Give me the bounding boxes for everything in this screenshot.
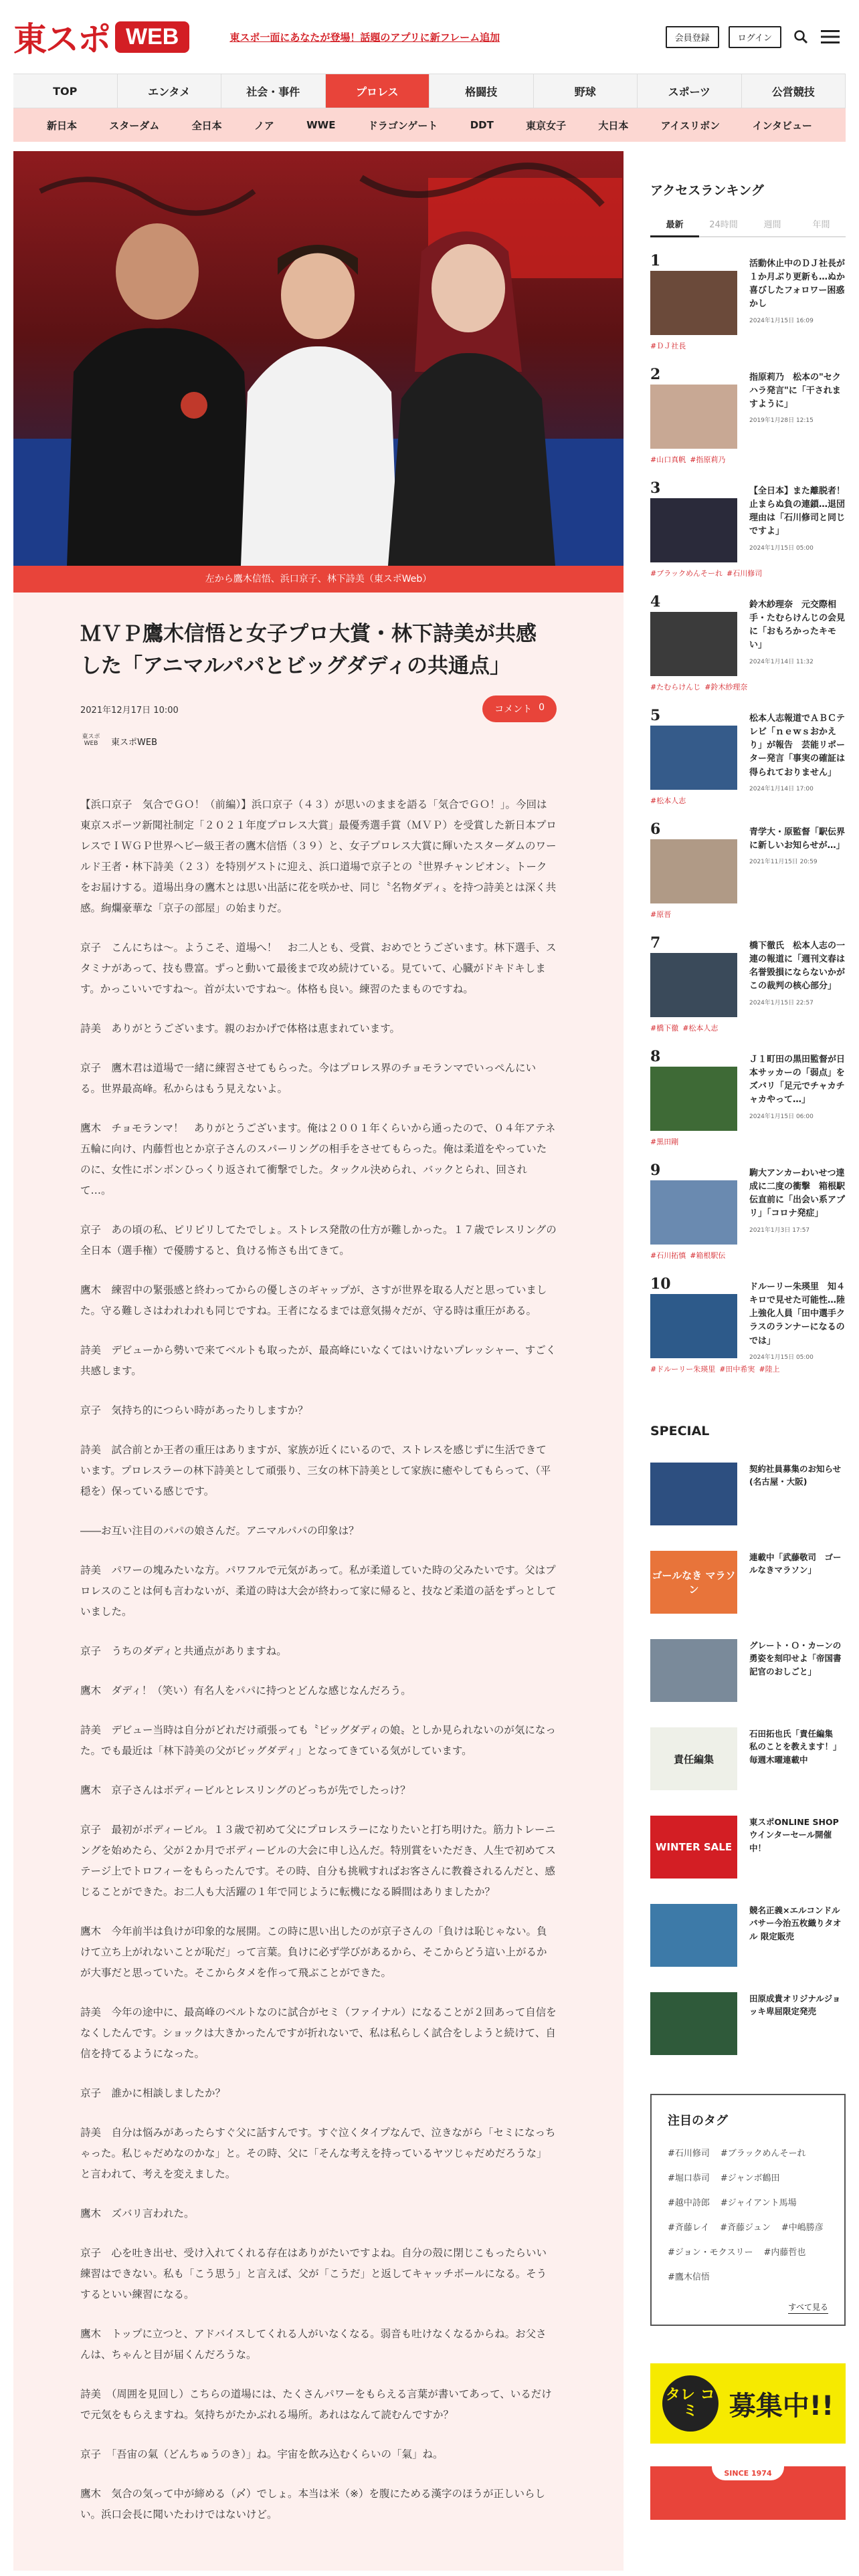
ranking-tab[interactable]: 週間 <box>763 220 781 230</box>
ranking-thumbnail[interactable] <box>650 1067 737 1131</box>
article-paragraph: 京子 心を吐き出せ、受け入れてくれる存在はありがたいですよね。自分の殻に閉じこもったらいい練習はできない。私も「こう思う」と言えば、父が「こうだ」と返してキャッチボールになる。そうするといい練習になる。 <box>80 2247 547 2301</box>
logo-web-badge: WEB <box>115 21 189 53</box>
special-title-text[interactable]: 田原成貴オリジナルジョッキ卑屈限定発売 <box>749 1994 841 2017</box>
rank-number: 4 <box>650 593 661 611</box>
ranking-tab[interactable]: 最新 <box>650 217 699 237</box>
article-paragraph: 詩美 デビュー当時は自分がどれだけ頑張っても〝ビッグダディの娘〟としか見られないのが気になった。でも最近は「林下詩美の父がビッグダディ」となってきている気がしています。 <box>80 1724 556 1757</box>
tarekomi-badge: タレ コミ <box>662 2375 719 2432</box>
ranking-tag[interactable]: #陸上 <box>759 1365 780 1374</box>
ranking-tags <box>650 909 671 920</box>
subnav-item[interactable]: 新日本 <box>47 119 78 132</box>
ranking-tag[interactable]: #ＤＪ社長 <box>650 342 686 350</box>
special-item[interactable] <box>650 1904 846 1968</box>
tag-box <box>650 2094 846 2326</box>
ranking-tag[interactable]: #山口真帆 <box>650 455 686 464</box>
nav-item[interactable]: 社会・事件 <box>221 74 326 108</box>
ranking-title[interactable]: 鈴木紗理奈 元交際相手・たむらけんじの会見に「おもろかったキモい」 <box>749 600 846 651</box>
ranking-text[interactable] <box>749 1167 846 1261</box>
ranking-tab[interactable]: 24時間 <box>709 220 738 230</box>
article-paragraph: 詩美 自分は悩みがあったらすぐ父に話すんです。すぐ泣くタイプなんで、泣きながら「セミになっちゃった。私じゃだめなのかな」と。その時、父に「そんな考えを持っているヤツじゃだめだろうな」と言われて、考えを変えました。 <box>80 2127 556 2181</box>
special-thumbnail-label: 責任編集 <box>673 1753 714 1765</box>
ranking-text[interactable] <box>749 712 846 806</box>
comment-count: 0 <box>539 702 545 714</box>
site-header <box>0 0 859 74</box>
subnav-item[interactable]: DDT <box>470 119 494 131</box>
ranking-thumbnail[interactable] <box>650 385 737 449</box>
ranking-text[interactable] <box>749 371 846 465</box>
nav-item[interactable]: プロレス <box>326 74 430 108</box>
rank-number: 1 <box>650 252 661 270</box>
tag-link[interactable]: #ジョン・モクスリー <box>668 2248 753 2258</box>
sub-nav <box>13 108 846 142</box>
ranking-tag[interactable]: #松本人志 <box>650 796 686 805</box>
ranking-title[interactable]: 駒大アンカーわいせつ達成に二度の衝撃 箱根駅伝直前に「出会い系アプリ」「コロナ発症」 <box>749 1168 846 1219</box>
subnav-item[interactable]: 東京女子 <box>526 119 567 132</box>
comment-button[interactable] <box>482 695 557 722</box>
subnav-item[interactable]: インタビュー <box>752 119 812 132</box>
register-button[interactable]: 会員登録 <box>666 26 719 48</box>
subnav-item[interactable]: アイスリボン <box>660 119 721 132</box>
article-date: 2021年12月17日 10:00 <box>80 705 179 716</box>
article-paragraph: 京子 あの頃の私、ピリピリしてたでしょ。ストレス発散の仕方が難しかった。１７歳でレスリングの全日本（選手権）で優勝すると、負ける怖さも出てきて。 <box>80 1224 557 1257</box>
login-button[interactable]: ログイン <box>729 26 781 48</box>
author-name: 東スポWEB <box>111 737 157 748</box>
sidebar <box>650 151 846 2571</box>
article-paragraph: 鷹木 ダディ！（笑い）有名人をパパに持つとどんな感じなんだろう。 <box>80 1685 411 1697</box>
ranking-tags <box>650 1250 725 1261</box>
ranking-item[interactable] <box>650 479 846 578</box>
tag-link[interactable]: #ジャイアント馬場 <box>720 2198 797 2208</box>
ranking-title[interactable]: 【全日本】また離脱者！止まらぬ負の連鎖…退団理由は「石川修司と同じですよ」 <box>749 486 846 537</box>
ranking-date: 2024年1月15日 22:57 <box>749 999 814 1006</box>
ranking-thumbnail[interactable] <box>650 1294 737 1358</box>
article-paragraph: 詩美 試合前とか王者の重圧はありますが、家族が近くにいるので、ストレスを感じずに生活できています。プロレスラーの林下詩美として頑張り、三女の林下詩美として家族に癒やしてもらって、（平穏を）保っている感じです。 <box>80 1444 551 1498</box>
article-paragraph: 鷹木 京子さんはボディービルとレスリングのどっちが先でしたっけ？ <box>80 1784 411 1797</box>
special-title-text[interactable]: 連載中「武藤敬司 ゴールなきマラソン」 <box>749 1552 842 1576</box>
special-thumbnail[interactable] <box>650 1639 737 1702</box>
article-paragraph: 鷹木 チョモランマ！ ありがとうございます。俺は２００１年くらいから通ったので、０４年アテネ五輪に向け、内藤哲也とか京子さんのスパーリングの相手をさせてもらった。俺は柔道をやっていたのに、女性にボンボンひっくり返されて衝撃でした。タックル決められ、バックとられ、回されて…。 <box>80 1122 556 1197</box>
article-paragraph: 京子 最初がボディービル。１３歳で初めて父にプロレスラーになりたいと打ち明けた。筋力トレーニングを始めたら、父が２か月でボディービルの大会に申し込んだ。特別賞をいただき、人生で初めてステージ上でトロフィーをもらったんです。その時、自分も挑戦すればお客さんに教養されるんだと、感じることができた。お二人も大活躍の１年で同じように転機になる瞬間はありましたか？ <box>80 1824 556 1899</box>
since-label: SINCE 1974 <box>712 2466 783 2480</box>
special-item[interactable] <box>650 1816 846 1880</box>
article-paragraph: 京子 こんにちは～。ようこそ、道場へ！ お二人とも、受賞、おめでとうございます。林下選手、スタミナがあって、技も豊富。ずっと動いて最後まで攻め続けている。見ていて、心臓がドキドキします。かっこいいですね～。首が太いですね～。体格も良い。練習のたまものですね。 <box>80 942 557 996</box>
ranking-tag[interactable]: #鈴木紗理奈 <box>704 683 748 691</box>
ranking-tag[interactable]: #田中希実 <box>719 1365 755 1374</box>
tag-link[interactable]: #中嶋勝彦 <box>781 2223 824 2233</box>
article-column <box>13 151 624 2571</box>
article-paragraph: 鷹木 トップに立つと、アドバイスしてくれる人がいなくなる。弱音も吐けなくなるからね。お父さんは、ちゃんと目が届くんだろうな。 <box>80 2328 547 2361</box>
tag-link[interactable]: #鷹木信悟 <box>668 2272 710 2282</box>
special-title-text[interactable]: 東スポONLINE SHOP ウインターセール開催中！ <box>749 1817 839 1853</box>
ranking-tag[interactable]: #原晋 <box>650 910 672 919</box>
article-paragraph: 詩美 デビューから勢いで来てベルトも取ったが、最高峰にいなくてはいけないプレッシャー、すごく共感します。 <box>80 1344 557 1378</box>
ranking-date: 2019年1月28日 12:15 <box>749 417 814 425</box>
special-title-text[interactable]: グレート・Ｏ・カーンの勇姿を刻印せよ「帝国書記官のおしごと」 <box>749 1640 842 1677</box>
rank-number: 7 <box>650 934 661 952</box>
subnav-item[interactable]: ドラゴンゲート <box>367 119 438 132</box>
ranking-text[interactable] <box>749 257 846 351</box>
ranking-date: 2024年1月14日 11:32 <box>749 658 814 665</box>
article-paragraph: 詩美 今年の途中に、最高峰のベルトなのに試合がセミ（ファイナル）になることが２回あって自信をなくしたんです。ショックは大きかったんですが折れないで、私は私らしく試合をしようと続けて、自信を持てるようになった。 <box>80 2006 557 2060</box>
ranking-text[interactable] <box>749 1281 846 1374</box>
special-thumbnail[interactable] <box>650 1816 737 1879</box>
ranking-item[interactable] <box>650 934 846 1033</box>
ranking-item[interactable] <box>650 593 846 692</box>
article-paragraph: 詩美 ありがとうございます。親のおかげで体格は恵まれています。 <box>80 1023 401 1035</box>
ranking-text[interactable] <box>749 485 846 578</box>
rank-number: 6 <box>650 821 661 838</box>
ranking-date: 2021年1月3日 17:57 <box>749 1226 810 1234</box>
tag-link[interactable]: #ブラックめんそーれ <box>720 2149 806 2159</box>
author[interactable] <box>80 730 557 752</box>
special-item[interactable] <box>650 1727 846 1792</box>
article-paragraph: 鷹木 ズバリ言われた。 <box>80 2208 195 2220</box>
main-nav <box>13 74 846 108</box>
special-title-text[interactable]: 契約社員募集のお知らせ(名古屋・大阪) <box>749 1464 842 1487</box>
ranking-title[interactable]: 活動休止中のＤＪ社長が１か月ぶり更新も…ぬか喜びしたフォロワー困惑かし <box>749 259 846 310</box>
ranking-title[interactable]: 青学大・原監督「駅伝界に新しいお知らせが…」 <box>749 827 846 851</box>
photo-caption: 左から鷹木信悟、浜口京子、林下詩美（東スポWeb） <box>13 566 624 593</box>
ranking-text[interactable] <box>749 826 846 920</box>
rank-number: 2 <box>650 366 661 383</box>
subnav-item[interactable]: ノア <box>254 119 274 132</box>
ranking-list <box>650 252 846 1374</box>
promo-link[interactable]: 東スポ一面にあなたが登場！話題のアプリに新フレーム追加 <box>229 31 500 43</box>
ranking-date: 2024年1月14日 17:00 <box>749 785 814 792</box>
special-item[interactable] <box>650 1639 846 1703</box>
ranking-text[interactable] <box>749 599 846 692</box>
special-thumbnail[interactable] <box>650 1727 737 1790</box>
ranking-date: 2024年1月15日 05:00 <box>749 1354 814 1361</box>
ranking-title[interactable]: Ｊ１町田の黒田監督が日本サッカーの「弱点」をズバリ「足元でチャカチャカやって…」 <box>749 1055 846 1105</box>
menu-icon[interactable] <box>820 27 840 47</box>
ranking-tag[interactable]: #石川修司 <box>727 569 763 578</box>
ranking-tag[interactable]: #石川拓慎 <box>650 1251 686 1260</box>
tarekomi-banner[interactable] <box>650 2363 846 2444</box>
special-title-text[interactable]: 石田拓也氏「責任編集 私のことを教えます！」毎週木曜連載中 <box>749 1729 842 1765</box>
special-thumbnail[interactable] <box>650 1463 737 1525</box>
article-paragraph: 京子 誰かに相談しましたか？ <box>80 2087 226 2100</box>
author-badge: 東スポ WEB <box>82 734 100 748</box>
ranking-date: 2024年1月15日 16:09 <box>749 317 814 324</box>
nav-item[interactable]: 野球 <box>534 74 638 108</box>
site-logo[interactable] <box>13 13 189 61</box>
ranking-date: 2024年1月15日 05:00 <box>749 544 814 552</box>
article-paragraph: 京子 「吾宙の氣（どんちゅうのき）」ね。宇宙を飲み込むくらいの「氣」ね。 <box>80 2448 444 2461</box>
ranking-tabs <box>650 217 846 237</box>
logo-text: 東スポ <box>13 19 110 59</box>
ranking-thumbnail[interactable] <box>650 839 737 903</box>
ranking-text[interactable] <box>749 1053 846 1147</box>
subnav-item[interactable]: スターダム <box>109 119 160 132</box>
search-icon[interactable] <box>791 27 811 47</box>
ranking-date: 2021年11月15日 20:59 <box>749 859 818 866</box>
special-title: SPECIAL <box>650 1424 710 1438</box>
comment-label: コメント <box>494 704 533 716</box>
ranking-tags <box>650 1364 780 1374</box>
see-all-tags-link[interactable]: すべて見る <box>788 2302 828 2314</box>
ranking-tags <box>650 340 686 351</box>
ranking-tag[interactable]: #たむらけんじ <box>650 683 701 691</box>
recruiting-text: 募集中!! <box>729 2390 834 2422</box>
since-banner[interactable] <box>650 2466 846 2520</box>
article-paragraph: 鷹木 練習中の緊張感と終わってからの優しさのギャップが、さすが世界を取る人だと思っていました。守る難しさはわれわれも同じですね。王者になるまでは意気揚々だが、守る時は重圧がある。 <box>80 1284 547 1317</box>
article-text <box>80 794 557 2525</box>
special-thumbnail-label: WINTER SALE <box>655 1841 733 1853</box>
tag-link[interactable]: #石川修司 <box>668 2149 710 2159</box>
article-paragraph: 詩美 （周囲を見回し）こちらの道場には、たくさんパワーをもらえる言葉が書いてあって、いるだけで元気をもらえますね。気持ちがたかぶれる場所。あれはなんて読むんですか？ <box>80 2388 552 2422</box>
ranking-thumbnail[interactable] <box>650 953 737 1017</box>
ranking-title: アクセスランキング <box>650 183 764 198</box>
nav-item[interactable]: スポーツ <box>638 74 742 108</box>
ranking-thumbnail[interactable] <box>650 271 737 335</box>
ranking-thumbnail[interactable] <box>650 498 737 562</box>
ranking-tag[interactable]: #ドルーリー朱瑛里 <box>650 1365 716 1374</box>
special-item[interactable] <box>650 1463 846 1527</box>
nav-item[interactable]: エンタメ <box>118 74 222 108</box>
tag-link[interactable]: #内藤哲也 <box>763 2248 806 2258</box>
ranking-tag[interactable]: #ブラックめんそーれ <box>650 569 723 578</box>
ranking-item[interactable] <box>650 821 846 920</box>
ranking-title[interactable]: ドルーリー朱瑛里 知４キロで見せた可能性…陸上強化人員「田中選手クラスのランナーになるのでは」 <box>749 1282 846 1346</box>
ranking-date: 2024年1月15日 06:00 <box>749 1113 814 1120</box>
tag-link[interactable]: #斉藤ジュン <box>720 2223 771 2233</box>
ranking-thumbnail[interactable] <box>650 1180 737 1245</box>
article-paragraph: ――お互い注目のパパの娘さんだ。アニマルパパの印象は？ <box>80 1525 359 1537</box>
subnav-item[interactable]: WWE <box>306 119 336 131</box>
ranking-tab[interactable]: 年間 <box>812 220 830 230</box>
ranking-tags <box>650 1136 678 1147</box>
ranking-item[interactable] <box>650 1162 846 1261</box>
special-list <box>650 1463 846 2056</box>
ranking-item[interactable] <box>650 1048 846 1147</box>
hero-photo <box>13 151 624 566</box>
nav-item[interactable]: 公営競技 <box>742 74 846 108</box>
rank-number: 10 <box>650 1275 671 1293</box>
tag-box-title: 注目のタグ <box>668 2114 728 2128</box>
ranking-tag[interactable]: #指原莉乃 <box>690 455 726 464</box>
tag-link[interactable]: #斉藤レイ <box>668 2223 710 2233</box>
special-title-text[interactable]: 競名正義×エルコンドルパサー今治五枚織りタオル 限定販売 <box>749 1905 842 1941</box>
tag-link[interactable]: #ジャンボ鶴田 <box>720 2173 780 2183</box>
subnav-item[interactable]: 全日本 <box>191 119 222 132</box>
tag-link[interactable]: #堀口恭司 <box>668 2173 710 2183</box>
special-item[interactable] <box>650 1992 846 2056</box>
rank-number: 3 <box>650 479 661 497</box>
ranking-thumbnail[interactable] <box>650 726 737 790</box>
ranking-title[interactable]: 橋下徹氏 松本人志の一連の報道に「週刊文春は名誉毀損にならないかがこの裁判の核心部分」 <box>749 941 846 992</box>
special-thumbnail-label: ゴールなき マラソン <box>652 1570 736 1596</box>
article-body <box>13 593 624 2571</box>
subnav-item[interactable]: 大日本 <box>598 119 629 132</box>
ranking-item[interactable] <box>650 707 846 806</box>
ranking-item[interactable] <box>650 1275 846 1374</box>
ranking-tags <box>650 1023 718 1033</box>
rank-number: 8 <box>650 1048 661 1065</box>
ranking-tag[interactable]: #松本人志 <box>682 1024 719 1033</box>
ranking-tags <box>650 681 747 692</box>
special-thumbnail[interactable] <box>650 1992 737 2055</box>
article-paragraph: 詩美 パワーの塊みたいな方。パワフルで元気があって。私が柔道していた時の父みたいです。父はプロレスのことは何も言わないが、柔道の時は大会が終わって家に帰ると、技など柔道の話をずっとしていました。 <box>80 1564 557 1618</box>
ranking-item[interactable] <box>650 252 846 351</box>
ranking-tag[interactable]: #橋下徹 <box>650 1024 679 1033</box>
article-paragraph: 【浜口京子 気合でＧＯ！（前編）】浜口京子（４３）が思いのままを語る「気合でＧＯ！」。今回は東京スポーツ新聞社制定「２０２１年度プロレス大賞」最優秀選手賞（ＭＶＰ）を受賞した新日本プロレスでＩＷＧＰ世界ヘビー級王者の鷹木信悟（３９）と、女子プロレス大賞に輝いたスターダムのワールド王者・林下詩美（２３）を特別ゲストに迎え、浜口道場で京子との〝世界チャンピオン〟トークをお届けする。道場出身の鷹木とは思い出話に花を咲かせ、同じ〝名物ダディ〟を持つ詩美とは深く共感。絢爛豪華な「京子の部屋」の始まりだ。 <box>80 798 557 915</box>
article-paragraph: 鷹木 今年前半は負けが印象的な展開。この時に思い出したのが京子さんの「負けは恥じゃない。負けて立ち上がれないことが恥だ」って言葉。負けに必ず学びがあるから、そこからどう這い上がるかが大事だと思っていた。そこからタメを作って飛ぶことができた。 <box>80 1925 547 1979</box>
ranking-tag[interactable]: #黒田剛 <box>650 1138 679 1146</box>
tag-link[interactable]: #越中詩郎 <box>668 2198 710 2208</box>
ranking-title[interactable]: 指原莉乃 松本の"セクハラ発言"に「干されますように」 <box>749 372 841 410</box>
ranking-tag[interactable]: #箱根駅伝 <box>690 1251 726 1260</box>
article-paragraph: 鷹木 気合の気って中が締める（〆）でしょ。本当は米（※）を腹にためる漢字のほうが正しいらしい。浜口会長に聞いたわけではないけど。 <box>80 2488 545 2521</box>
article-paragraph: 京子 うちのダディと共通点がありますね。 <box>80 1645 287 1658</box>
ranking-tags <box>650 795 686 806</box>
special-thumbnail[interactable] <box>650 1551 737 1614</box>
article-title: ＭＶＰ鷹木信悟と女子プロ大賞・林下詩美が共感した「アニマルパパとビッグダディの共通点」 <box>80 622 537 679</box>
ranking-tags <box>650 568 762 578</box>
special-thumbnail[interactable] <box>650 1904 737 1967</box>
ranking-title[interactable]: 松本人志報道でＡＢＣテレビ「ｎｅｗｓおかえり」が報告 芸能リポーター発言「事実の確証は得られておりません」 <box>749 714 846 778</box>
ranking-text[interactable] <box>749 940 846 1033</box>
rank-number: 5 <box>650 707 661 724</box>
article-paragraph: 京子 気持ち的につらい時があったりしますか？ <box>80 1404 308 1417</box>
special-item[interactable] <box>650 1551 846 1615</box>
article-paragraph: 京子 鷹木君は道場で一緒に練習させてもらった。今はプロレス界のチョモランマでいっぺんにいる。世界最高峰。私からはもう見えないよ。 <box>80 1062 537 1095</box>
ranking-tags <box>650 454 725 465</box>
rank-number: 9 <box>650 1162 661 1179</box>
nav-item[interactable]: 格闘技 <box>430 74 534 108</box>
ranking-thumbnail[interactable] <box>650 612 737 676</box>
nav-item[interactable]: TOP <box>13 74 118 108</box>
ranking-item[interactable] <box>650 366 846 465</box>
tag-list <box>668 2146 828 2282</box>
